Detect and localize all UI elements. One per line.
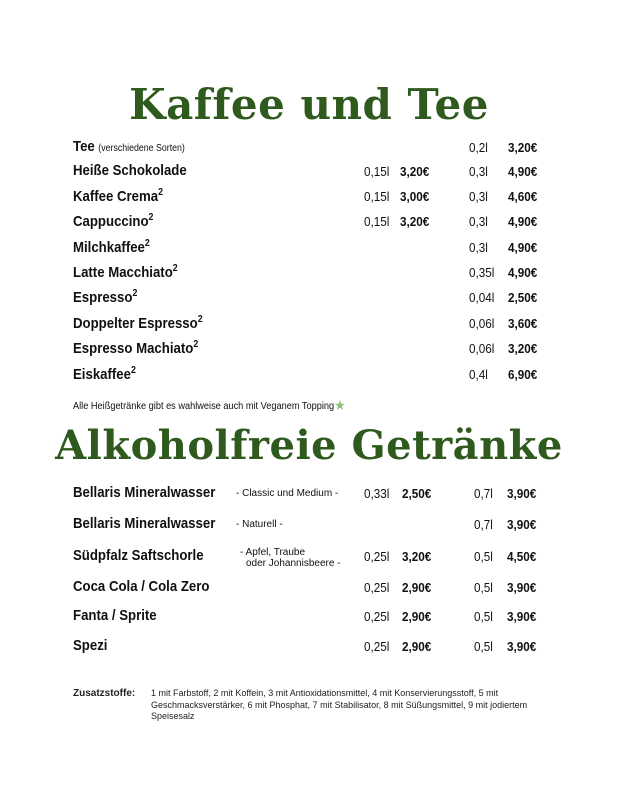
menu-row xyxy=(0,365,618,387)
item-name-text: Latte Macchiato xyxy=(73,264,173,281)
price-large: 3,90€ xyxy=(507,580,537,595)
item-name-text: Tee xyxy=(73,138,95,155)
item-name xyxy=(73,314,203,332)
item-name-text: Südpfalz Saftschorle xyxy=(73,547,204,564)
price-small: 3,20€ xyxy=(402,549,432,564)
menu-row xyxy=(0,578,618,600)
size-large: 0,2l xyxy=(469,140,488,155)
size-small: 0,33l xyxy=(364,486,390,501)
item-name-text: Coca Cola / Cola Zero xyxy=(73,578,210,595)
item-note-line: oder Johannisbeere - xyxy=(246,558,341,569)
menu-row xyxy=(0,238,618,260)
additives-label: Zusatzstoffe: xyxy=(73,688,136,699)
item-name xyxy=(73,547,204,564)
item-note xyxy=(236,519,283,530)
price-large: 4,90€ xyxy=(508,164,538,179)
menu-row xyxy=(0,263,618,285)
menu-row xyxy=(0,607,618,629)
price-large: 3,90€ xyxy=(507,639,537,654)
item-name-text: Bellaris Mineralwasser xyxy=(73,515,216,532)
item-name-text: Spezi xyxy=(73,637,108,654)
item-note xyxy=(236,488,338,499)
footnote-text: Alle Heißgetränke gibt es wahlweise auch mit Veganem Topping xyxy=(73,401,335,412)
price-large: 3,90€ xyxy=(507,486,537,501)
menu-row xyxy=(0,484,618,506)
item-name xyxy=(73,578,209,595)
item-name xyxy=(73,637,107,654)
additives-note xyxy=(73,688,543,723)
item-name xyxy=(73,365,136,383)
price-large: 3,60€ xyxy=(508,316,538,331)
size-large: 0,06l xyxy=(469,316,495,331)
item-name xyxy=(73,138,185,155)
section-title-kaffee: Kaffee und Tee xyxy=(129,80,489,129)
menu-row xyxy=(0,637,618,659)
item-name-text: Milchkaffee xyxy=(73,239,145,256)
size-large: 0,06l xyxy=(469,341,495,356)
size-small: 0,25l xyxy=(364,609,390,624)
item-note-line: - Apfel, Traube xyxy=(240,547,306,558)
size-small: 0,15l xyxy=(364,164,390,179)
price-large: 4,90€ xyxy=(508,240,538,255)
item-name xyxy=(73,515,215,532)
additive-marker: 2 xyxy=(130,365,136,376)
menu-row xyxy=(0,187,618,209)
menu-row xyxy=(0,339,618,361)
additives-text: 1 mit Farbstoff, 2 mit Koffein, 3 mit Antioxidationsmittel, 4 mit Konservierungsstoff, 5 mit Geschmacksverstärker, 6 mit Phosphat, 7 mit Stabilisator, 8 mit Süßungsmittel, 9 mit jodiertem Speisesalz xyxy=(151,688,528,721)
price-large: 3,90€ xyxy=(507,517,537,532)
additive-marker: 2 xyxy=(172,263,178,274)
item-name xyxy=(73,162,187,179)
item-name-text: Cappuccino xyxy=(73,213,149,230)
menu-row xyxy=(0,162,618,184)
price-large: 6,90€ xyxy=(508,367,538,382)
item-note xyxy=(240,547,341,569)
item-name xyxy=(73,187,163,205)
size-small: 0,15l xyxy=(364,214,390,229)
price-small: 3,20€ xyxy=(400,164,430,179)
menu-row xyxy=(0,212,618,234)
price-large: 4,50€ xyxy=(507,549,537,564)
size-small: 0,25l xyxy=(364,580,390,595)
size-large: 0,3l xyxy=(469,189,488,204)
section-title-alkoholfrei: Alkoholfreie Getränke xyxy=(55,422,563,469)
size-small: 0,15l xyxy=(364,189,390,204)
price-small: 3,00€ xyxy=(400,189,430,204)
menu-row xyxy=(0,314,618,336)
item-name-text: Eiskaffee xyxy=(73,366,131,383)
item-name-text: Doppelter Espresso xyxy=(73,315,198,332)
item-note-line: - Naturell - xyxy=(236,519,283,530)
size-large: 0,3l xyxy=(469,164,488,179)
item-name-text: Kaffee Crema xyxy=(73,188,159,205)
additive-marker: 2 xyxy=(197,314,203,325)
size-large: 0,5l xyxy=(474,549,493,564)
price-large: 3,20€ xyxy=(508,341,538,356)
price-large: 4,90€ xyxy=(508,214,538,229)
item-name xyxy=(73,339,198,357)
price-small: 3,20€ xyxy=(400,214,430,229)
price-small: 2,50€ xyxy=(402,486,432,501)
item-note: (verschiedene Sorten) xyxy=(98,143,185,154)
size-large: 0,7l xyxy=(474,517,493,532)
item-name-text: Bellaris Mineralwasser xyxy=(73,484,216,501)
item-name xyxy=(73,263,178,281)
star-icon: ★ xyxy=(334,397,346,413)
item-name-text: Fanta / Sprite xyxy=(73,607,157,624)
size-large: 0,3l xyxy=(469,240,488,255)
vegan-footnote xyxy=(73,397,346,414)
size-large: 0,4l xyxy=(469,367,488,382)
price-large: 2,50€ xyxy=(508,290,538,305)
item-name xyxy=(73,238,150,256)
item-name-text: Espresso xyxy=(73,289,133,306)
item-name-text: Espresso Machiato xyxy=(73,340,194,357)
price-large: 3,90€ xyxy=(507,609,537,624)
size-large: 0,7l xyxy=(474,486,493,501)
additive-marker: 2 xyxy=(148,212,154,223)
price-small: 2,90€ xyxy=(402,639,432,654)
size-large: 0,5l xyxy=(474,639,493,654)
item-name xyxy=(73,607,157,624)
size-large: 0,5l xyxy=(474,609,493,624)
size-small: 0,25l xyxy=(364,549,390,564)
price-large: 4,90€ xyxy=(508,265,538,280)
item-name xyxy=(73,484,215,501)
size-large: 0,35l xyxy=(469,265,495,280)
item-name xyxy=(73,212,153,230)
item-name xyxy=(73,288,137,306)
additive-marker: 2 xyxy=(132,288,138,299)
price-small: 2,90€ xyxy=(402,580,432,595)
size-large: 0,04l xyxy=(469,290,495,305)
item-note-line: - Classic und Medium - xyxy=(236,488,339,499)
additive-marker: 2 xyxy=(144,238,150,249)
menu-row xyxy=(0,515,618,537)
menu-row xyxy=(0,288,618,310)
price-small: 2,90€ xyxy=(402,609,432,624)
additive-marker: 2 xyxy=(193,339,199,350)
menu-row xyxy=(0,138,618,160)
size-large: 0,3l xyxy=(469,214,488,229)
size-small: 0,25l xyxy=(364,639,390,654)
price-large: 4,60€ xyxy=(508,189,538,204)
size-large: 0,5l xyxy=(474,580,493,595)
menu-row xyxy=(0,547,618,569)
item-name-text: Heiße Schokolade xyxy=(73,162,187,179)
price-large: 3,20€ xyxy=(508,140,538,155)
additive-marker: 2 xyxy=(158,187,164,198)
